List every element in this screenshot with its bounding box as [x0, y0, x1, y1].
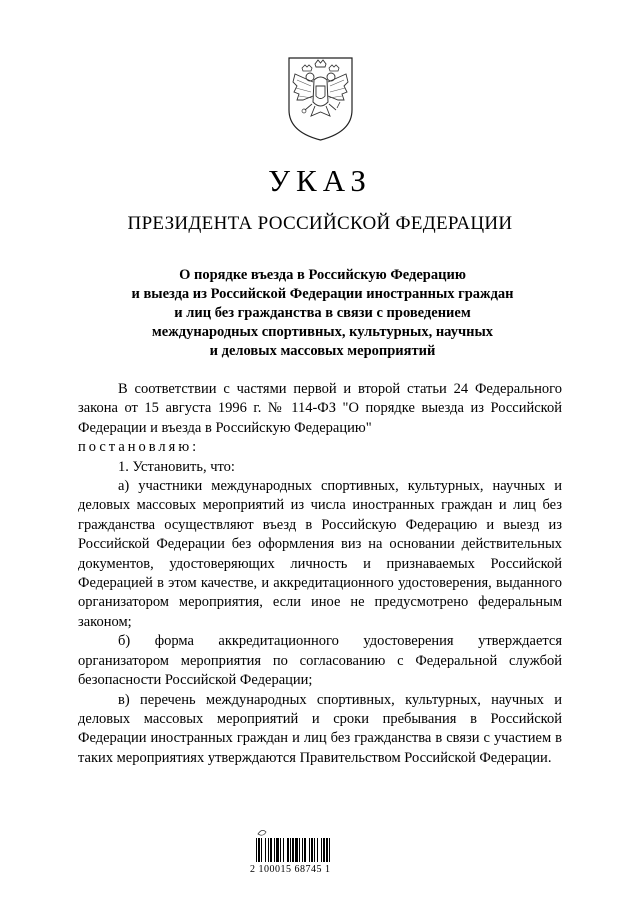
barcode-bar	[265, 838, 266, 862]
barcode-bar	[283, 838, 284, 862]
document-type-heading: УКАЗ	[268, 163, 372, 198]
decree-title-line: и лиц без гражданства в связи с проведением	[174, 305, 471, 321]
barcode-bar	[304, 838, 306, 862]
barcode-bar	[258, 838, 260, 862]
barcode-bar	[256, 838, 257, 862]
barcode-bar	[274, 838, 275, 862]
decree-title	[80, 266, 565, 361]
barcode-bar	[317, 838, 318, 862]
barcode-bar	[292, 838, 294, 862]
barcode-bar	[276, 838, 279, 862]
barcode-bar	[309, 838, 310, 862]
barcode-bar	[321, 838, 322, 862]
intro-paragraph: В соответствии с частями первой и второй статьи 24 Федерального закона от 15 августа 1996 г. № 114-ФЗ "О порядке выезда из Российской Федерации и въезда в Российскую Федерацию"	[78, 381, 562, 436]
barcode-bar	[299, 838, 300, 862]
resolve-line	[78, 438, 562, 457]
decree-body	[78, 380, 562, 768]
item-1: 1. Установить, что:	[118, 458, 235, 475]
barcode-icon	[250, 828, 390, 888]
decree-title-line: международных спортивных, культурных, научных	[151, 324, 494, 340]
barcode-bar	[314, 838, 315, 862]
coat-of-arms-icon	[285, 52, 356, 142]
barcode-bar	[290, 838, 291, 862]
decree-title-line: и выезда из Российской Федерации иностранных граждан	[131, 286, 514, 302]
barcode-bar	[311, 838, 313, 862]
barcode-bar	[268, 838, 269, 862]
barcode-bar	[329, 838, 330, 862]
item-a: а) участники международных спортивных, культурных, научных и деловых массовых мероприятий из числа иностранных граждан и лиц без гражданства осуществляют въезд в Российскую Федерацию и выезд из Российской Федерации без оформления виз на основании действительных документов, удостоверяющих личность и признаваемых Российской Федерацией в этом качестве, и аккредитационного удостоверения, выданного организатором мероприятия, если иное не предусмотрено федеральным законом;	[78, 478, 562, 630]
barcode-bar	[270, 838, 272, 862]
barcode-bar	[295, 838, 298, 862]
barcode-bar	[323, 838, 325, 862]
barcode-bar	[287, 838, 289, 862]
decree-title-line: и деловых массовых мероприятий	[209, 343, 436, 359]
barcode-bar	[280, 838, 281, 862]
barcode-bar	[326, 838, 328, 862]
issuer-heading: ПРЕЗИДЕНТА РОССИЙСКОЙ ФЕДЕРАЦИИ	[127, 213, 513, 234]
barcode-bar	[302, 838, 303, 862]
decree-title-line: О порядке въезда в Российскую Федерацию	[179, 267, 466, 283]
barcode-number: 2 100015 68745 1	[250, 864, 331, 875]
resolve-text: постановляю:	[78, 439, 200, 456]
item-b: б) форма аккредитационного удостоверения утверждается организатором мероприятия по согласованию с Федеральной службой безопасности Российской Федерации;	[78, 633, 562, 689]
barcode-bar	[261, 838, 262, 862]
item-c: в) перечень международных спортивных, культурных, научных и деловых массовых мероприятий и сроки пребывания в Российской Федерации иностранных граждан и лиц без гражданства в связи с участием в таких мероприятиях утверждаются Правительством Российской Федерации.	[78, 691, 562, 766]
